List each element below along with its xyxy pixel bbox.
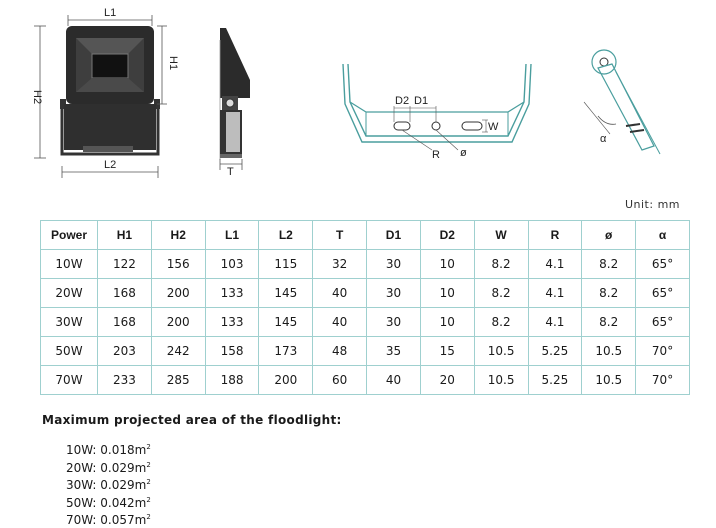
list-item	[66, 440, 151, 458]
table-cell: 10W	[41, 250, 98, 279]
l1-label: L1	[104, 7, 117, 19]
table-row	[41, 250, 690, 279]
dia-label: ø	[460, 147, 467, 159]
header-t: T	[313, 221, 367, 250]
table-cell: 145	[259, 308, 313, 337]
table-cell: 5.25	[528, 366, 582, 395]
header-dia: ø	[582, 221, 636, 250]
area-unit-exponent: 2	[146, 443, 151, 451]
spec-table	[40, 220, 690, 395]
table-cell: 8.2	[474, 308, 528, 337]
header-w: W	[474, 221, 528, 250]
area-value: 50W: 0.042m	[66, 495, 147, 510]
table-cell: 30W	[41, 308, 98, 337]
table-cell: 4.1	[528, 250, 582, 279]
table-cell: 10	[420, 308, 474, 337]
table-cell: 70W	[41, 366, 98, 395]
area-value: 20W: 0.029m	[66, 460, 147, 475]
area-unit-exponent: 2	[146, 513, 151, 521]
table-cell: 115	[259, 250, 313, 279]
table-cell: 10.5	[582, 366, 636, 395]
table-row	[41, 308, 690, 337]
table-cell: 20	[420, 366, 474, 395]
table-cell: 65°	[636, 308, 690, 337]
projected-area-list	[66, 440, 151, 528]
alpha-label: α	[600, 133, 607, 145]
table-cell: 35	[367, 337, 421, 366]
table-row	[41, 366, 690, 395]
header-power: Power	[41, 221, 98, 250]
table-cell: 200	[151, 279, 205, 308]
table-cell: 48	[313, 337, 367, 366]
d1-label: D1	[414, 95, 429, 107]
table-cell: 145	[259, 279, 313, 308]
front-view-diagram	[28, 4, 198, 179]
table-cell: 40	[367, 366, 421, 395]
table-row	[41, 279, 690, 308]
table-cell: 50W	[41, 337, 98, 366]
table-cell: 203	[98, 337, 152, 366]
table-cell: 70°	[636, 366, 690, 395]
table-cell: 8.2	[582, 308, 636, 337]
table-row	[41, 337, 690, 366]
list-item	[66, 475, 151, 493]
header-d1: D1	[367, 221, 421, 250]
table-cell: 4.1	[528, 308, 582, 337]
list-item	[66, 493, 151, 511]
table-cell: 200	[259, 366, 313, 395]
table-cell: 32	[313, 250, 367, 279]
t-label: T	[227, 166, 234, 178]
table-cell: 168	[98, 308, 152, 337]
table-cell: 10	[420, 250, 474, 279]
table-header-row	[41, 221, 690, 250]
table-cell: 40	[313, 308, 367, 337]
table-cell: 10.5	[474, 366, 528, 395]
table-cell: 65°	[636, 250, 690, 279]
table-cell: 30	[367, 308, 421, 337]
table-cell: 233	[98, 366, 152, 395]
table-cell: 8.2	[582, 279, 636, 308]
table-cell: 70°	[636, 337, 690, 366]
h1-label: H1	[167, 56, 179, 71]
table-cell: 4.1	[528, 279, 582, 308]
table-cell: 30	[367, 250, 421, 279]
table-cell: 8.2	[582, 250, 636, 279]
area-value: 70W: 0.057m	[66, 513, 147, 527]
table-cell: 5.25	[528, 337, 582, 366]
table-cell: 65°	[636, 279, 690, 308]
header-l2: L2	[259, 221, 313, 250]
table-cell: 158	[205, 337, 259, 366]
table-cell: 188	[205, 366, 259, 395]
projected-area-title: Maximum projected area of the floodlight:	[42, 413, 342, 427]
table-cell: 10	[420, 279, 474, 308]
table-cell: 10.5	[474, 337, 528, 366]
side-view-diagram	[212, 20, 262, 180]
table-cell: 200	[151, 308, 205, 337]
table-cell: 30	[367, 279, 421, 308]
header-h1: H1	[98, 221, 152, 250]
header-h2: H2	[151, 221, 205, 250]
header-d2: D2	[420, 221, 474, 250]
table-cell: 122	[98, 250, 152, 279]
unit-label: Unit: mm	[624, 198, 680, 211]
table-cell: 15	[420, 337, 474, 366]
area-unit-exponent: 2	[146, 495, 151, 504]
l2-label: L2	[104, 159, 117, 171]
header-r: R	[528, 221, 582, 250]
table-cell: 242	[151, 337, 205, 366]
table-cell: 133	[205, 279, 259, 308]
area-unit-exponent: 2	[146, 460, 151, 469]
area-value: 10W: 0.018m	[66, 443, 147, 457]
table-cell: 60	[313, 366, 367, 395]
table-cell: 40	[313, 279, 367, 308]
table-cell: 10.5	[582, 337, 636, 366]
angle-diagram	[580, 42, 670, 162]
table-cell: 133	[205, 308, 259, 337]
header-l1: L1	[205, 221, 259, 250]
table-cell: 8.2	[474, 250, 528, 279]
bracket-diagram	[336, 56, 536, 166]
table-cell: 285	[151, 366, 205, 395]
table-cell: 173	[259, 337, 313, 366]
table-cell: 20W	[41, 279, 98, 308]
d2-label: D2	[395, 95, 410, 107]
table-cell: 8.2	[474, 279, 528, 308]
area-unit-exponent: 2	[146, 478, 151, 486]
list-item	[66, 510, 151, 528]
r-label: R	[432, 149, 440, 161]
h2-label: H2	[31, 90, 43, 105]
w-label: W	[488, 121, 499, 133]
header-alpha: α	[636, 221, 690, 250]
table-cell: 103	[205, 250, 259, 279]
table-cell: 168	[98, 279, 152, 308]
list-item	[66, 458, 151, 476]
area-value: 30W: 0.029m	[66, 478, 147, 492]
table-cell: 156	[151, 250, 205, 279]
